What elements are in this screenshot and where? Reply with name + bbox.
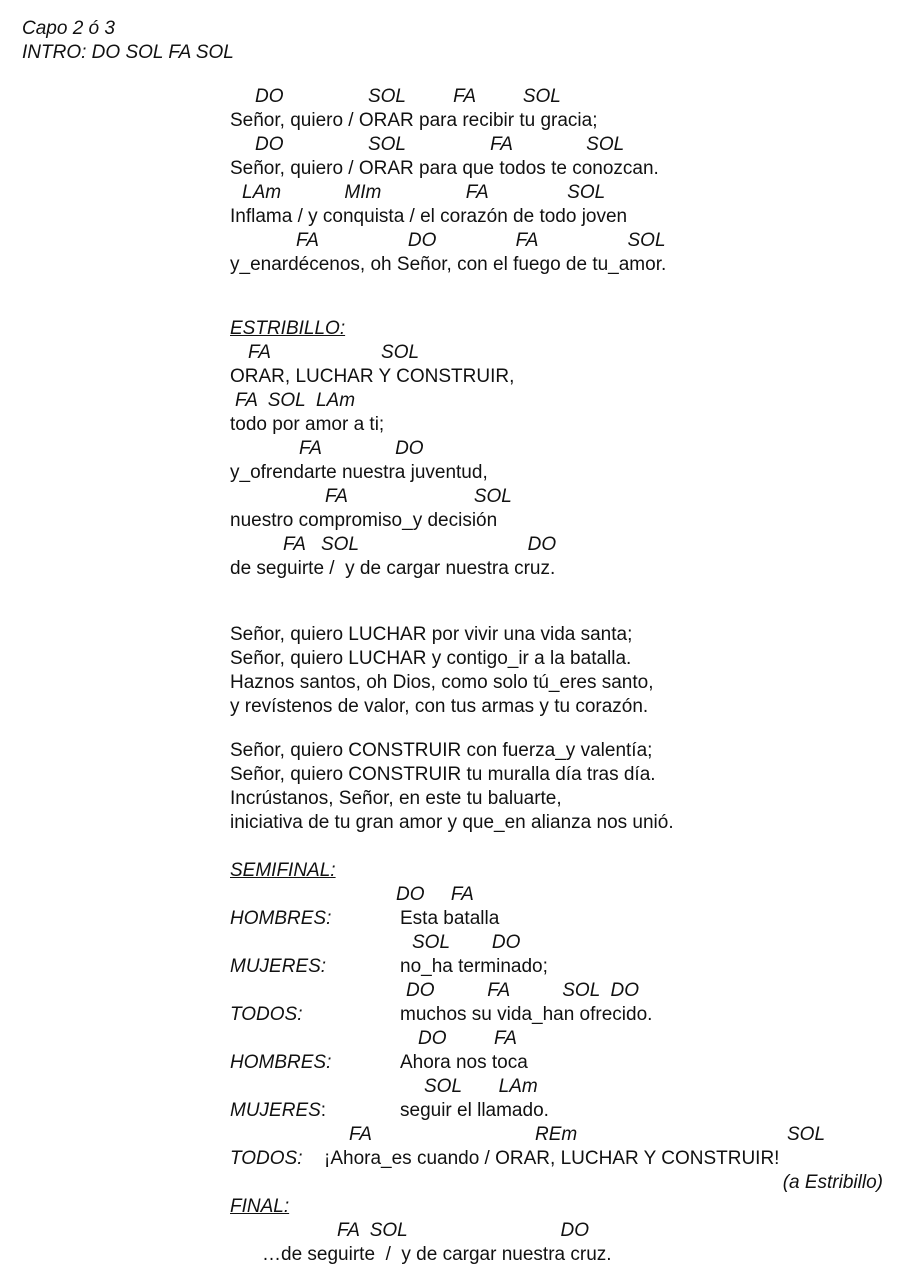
lyric-line: ORAR, LUCHAR Y CONSTRUIR, xyxy=(230,366,515,387)
lyric-line: Ahora nos toca xyxy=(400,1052,528,1073)
chord-sol: SOL xyxy=(787,1124,826,1145)
lyric-line: …de seguirte / y de cargar nuestra cruz. xyxy=(262,1244,612,1265)
lyric-line: Señor, quiero CONSTRUIR tu muralla día tras día. xyxy=(230,764,656,785)
chord-line: FA SOL xyxy=(325,486,512,507)
chord-line: DO FA xyxy=(418,1028,517,1049)
lyric-line: Haznos santos, oh Dios, como solo tú_eres santo, xyxy=(230,672,654,693)
lyric-line: y_enardécenos, oh Señor, con el fuego de tu_amor. xyxy=(230,254,667,275)
chord-line: DO SOL FA SOL xyxy=(255,86,561,107)
chord-line: SOL LAm xyxy=(424,1076,538,1097)
chord-line: FA SOL DO xyxy=(283,534,557,555)
lyric-line: todo por amor a ti; xyxy=(230,414,385,435)
repeat-note: (a Estribillo) xyxy=(782,1172,883,1193)
lyric-line: Señor, quiero LUCHAR por vivir una vida santa; xyxy=(230,624,633,645)
chord-line: SOL DO xyxy=(412,932,521,953)
lyric-line: Señor, quiero / ORAR para que todos te conozcan. xyxy=(230,158,659,179)
chord-line: LAm MIm FA SOL xyxy=(242,182,606,203)
lyric-line: ¡Ahora_es cuando / ORAR, LUCHAR Y CONSTRUIR! xyxy=(324,1148,780,1169)
capo-note: Capo 2 ó 3 xyxy=(22,18,115,39)
lyric-line: y revístenos de valor, con tus armas y tu corazón. xyxy=(230,696,649,717)
lyric-line: Incrústanos, Señor, en este tu baluarte, xyxy=(230,788,562,809)
chord-line: FA SOL LAm xyxy=(235,390,356,411)
lyric-line: iniciativa de tu gran amor y que_en alianza nos unió. xyxy=(230,812,674,833)
chord-line: DO FA SOL DO xyxy=(406,980,639,1001)
singer-label: HOMBRES: xyxy=(230,1052,332,1073)
lyric-line: muchos su vida_han ofrecido. xyxy=(400,1004,653,1025)
singer-label: MUJERES: xyxy=(230,956,327,977)
chord-line: FA SOL DO xyxy=(337,1220,589,1241)
chord-rem: REm xyxy=(535,1124,578,1145)
lyric-line: nuestro compromiso_y decisión xyxy=(230,510,498,531)
intro-chords: INTRO: DO SOL FA SOL xyxy=(22,42,234,63)
singer-label xyxy=(230,1100,326,1122)
singer-label-colon: : xyxy=(320,1100,327,1121)
lyric-line: seguir el llamado. xyxy=(400,1100,549,1121)
chord-line: DO SOL FA SOL xyxy=(255,134,625,155)
lyric-line: Esta batalla xyxy=(400,908,500,929)
lyric-line: Inflama / y conquista / el corazón de todo joven xyxy=(230,206,628,227)
chord-line: FA DO FA SOL xyxy=(296,230,666,251)
lyric-line: Señor, quiero / ORAR para recibir tu gracia; xyxy=(230,110,598,131)
lyric-line: de seguirte / y de cargar nuestra cruz. xyxy=(230,558,556,579)
lyric-line: no_ha terminado; xyxy=(400,956,548,977)
section-heading: SEMIFINAL: xyxy=(230,860,336,881)
chord-fa: FA xyxy=(349,1124,372,1145)
singer-label: HOMBRES: xyxy=(230,908,332,929)
singer-label-text: MUJERES xyxy=(230,1100,321,1121)
chord-line: FA SOL xyxy=(248,342,420,363)
lyric-line: y_ofrendarte nuestra juventud, xyxy=(230,462,488,483)
singer-label: TODOS: xyxy=(230,1148,303,1169)
chord-line: FA DO xyxy=(299,438,424,459)
lyric-line: Señor, quiero LUCHAR y contigo_ir a la batalla. xyxy=(230,648,632,669)
section-heading: FINAL: xyxy=(230,1196,290,1217)
lyric-line: Señor, quiero CONSTRUIR con fuerza_y valentía; xyxy=(230,740,653,761)
chord-line: DO FA xyxy=(396,884,474,905)
section-heading: ESTRIBILLO: xyxy=(230,318,346,339)
singer-label: TODOS: xyxy=(230,1004,303,1025)
